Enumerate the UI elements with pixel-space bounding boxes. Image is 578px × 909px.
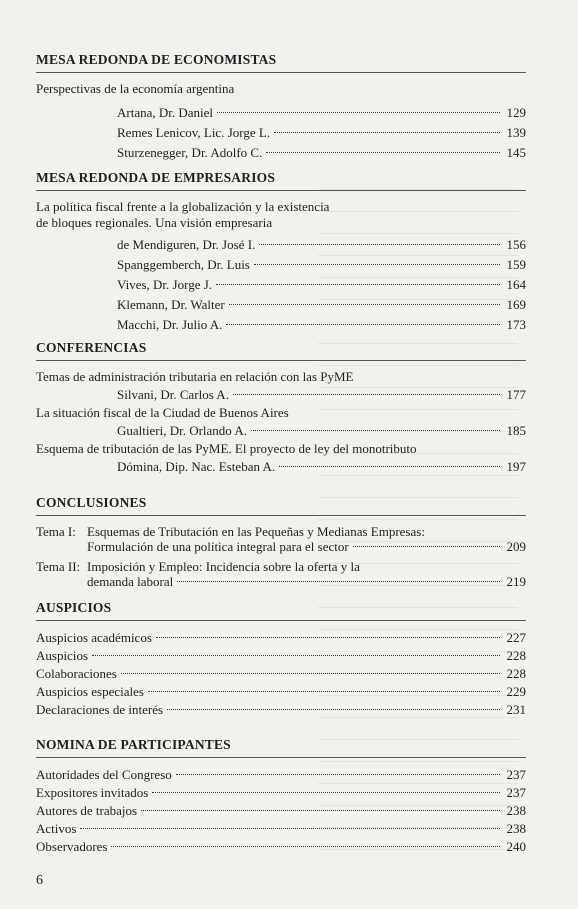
page-ref: 237 <box>506 785 526 800</box>
page-ref: 173 <box>506 317 526 332</box>
page-ref: 231 <box>506 702 526 717</box>
toc-entry[interactable]: Colaboraciones 228 <box>36 666 526 681</box>
toc-entry[interactable]: Klemann, Dr. Walter 169 <box>117 295 526 315</box>
toc-entry[interactable]: Observadores 240 <box>36 839 526 854</box>
section-conclusiones <box>36 495 526 594</box>
toc-entry[interactable]: Artana, Dr. Daniel 129 <box>117 103 526 123</box>
topic-line: Temas de administración tributaria en relación con las PyME <box>36 369 354 384</box>
tema-label: Tema I: <box>36 524 76 539</box>
toc-entry[interactable]: Auspicios 228 <box>36 648 526 663</box>
section-nomina <box>36 737 526 856</box>
section-title: CONFERENCIAS <box>36 340 526 361</box>
page-ref: 228 <box>506 666 526 681</box>
page-ref: 164 <box>506 277 526 292</box>
tema-entry[interactable] <box>36 559 526 589</box>
toc-entry[interactable]: Vives, Dr. Jorge J. 164 <box>117 275 526 295</box>
page-ref: 145 <box>506 145 526 160</box>
section-empresarios <box>36 170 526 335</box>
tema-line: demanda laboral <box>87 574 174 589</box>
toc-entry[interactable]: Autoridades del Congreso 237 <box>36 767 526 782</box>
toc-entry[interactable]: Auspicios especiales 229 <box>36 684 526 699</box>
page-ref: 228 <box>506 648 526 663</box>
topic-line: de bloques regionales. Una visión empresaria <box>36 215 273 230</box>
section-conferencias <box>36 340 526 477</box>
section-title: MESA REDONDA DE ECONOMISTAS <box>36 52 526 73</box>
page-ref: 237 <box>506 767 526 782</box>
page-number: 6 <box>36 873 43 888</box>
section-auspicios <box>36 600 526 719</box>
toc-entry[interactable]: Sturzenegger, Dr. Adolfo C. 145 <box>117 143 526 163</box>
toc-entry[interactable]: Activos 238 <box>36 821 526 836</box>
page-ref: 139 <box>506 125 526 140</box>
section-economistas <box>36 52 526 163</box>
topic-line: La situación fiscal de la Ciudad de Buenos Aires <box>36 405 289 420</box>
page-ref: 229 <box>506 684 526 699</box>
toc-entry[interactable]: Macchi, Dr. Julio A. 173 <box>117 315 526 335</box>
section-title: CONCLUSIONES <box>36 495 526 516</box>
page-ref: 240 <box>506 839 526 854</box>
page-ref: 238 <box>506 803 526 818</box>
topic-line: La política fiscal frente a la globalización y la existencia <box>36 199 330 214</box>
toc-entry[interactable]: Remes Lenicov, Lic. Jorge L. 139 <box>117 123 526 143</box>
page-ref: 197 <box>506 459 526 474</box>
topic-line: Esquema de tributación de las PyME. El proyecto de ley del monotributo <box>36 441 417 456</box>
page-ref: 156 <box>506 237 526 252</box>
toc-entry[interactable]: Gualtieri, Dr. Orlando A. 185 <box>117 421 526 441</box>
tema-line: Imposición y Empleo: Incidencia sobre la oferta y la <box>87 559 360 574</box>
toc-entry[interactable]: Expositores invitados 237 <box>36 785 526 800</box>
page-ref: 238 <box>506 821 526 836</box>
toc-entry[interactable]: Autores de trabajos 238 <box>36 803 526 818</box>
page-ref: 209 <box>506 539 526 554</box>
topic-line: Perspectivas de la economía argentina <box>36 81 235 96</box>
page-ref: 185 <box>506 423 526 438</box>
tema-line: Formulación de una política integral para el sector <box>87 539 349 554</box>
section-title: MESA REDONDA DE EMPRESARIOS <box>36 170 526 191</box>
page-ref: 227 <box>506 630 526 645</box>
page-ref: 219 <box>506 574 526 589</box>
tema-entry[interactable] <box>36 524 526 554</box>
toc-entry[interactable]: Declaraciones de interés 231 <box>36 702 526 717</box>
section-title: NOMINA DE PARTICIPANTES <box>36 737 526 758</box>
section-title: AUSPICIOS <box>36 600 526 621</box>
page-ref: 169 <box>506 297 526 312</box>
toc-entry[interactable]: Auspicios académicos 227 <box>36 630 526 645</box>
page-ref: 159 <box>506 257 526 272</box>
toc-entry[interactable]: Silvani, Dr. Carlos A. 177 <box>117 385 526 405</box>
tema-line: Esquemas de Tributación en las Pequeñas y Medianas Empresas: <box>87 524 425 539</box>
page-ref: 129 <box>506 105 526 120</box>
toc-entry[interactable]: de Mendiguren, Dr. José I. 156 <box>117 235 526 255</box>
page-ref: 177 <box>506 387 526 402</box>
toc-entry[interactable]: Spanggemberch, Dr. Luis 159 <box>117 255 526 275</box>
tema-label: Tema II: <box>36 559 81 574</box>
toc-entry[interactable]: Dómina, Dip. Nac. Esteban A. 197 <box>117 457 526 477</box>
